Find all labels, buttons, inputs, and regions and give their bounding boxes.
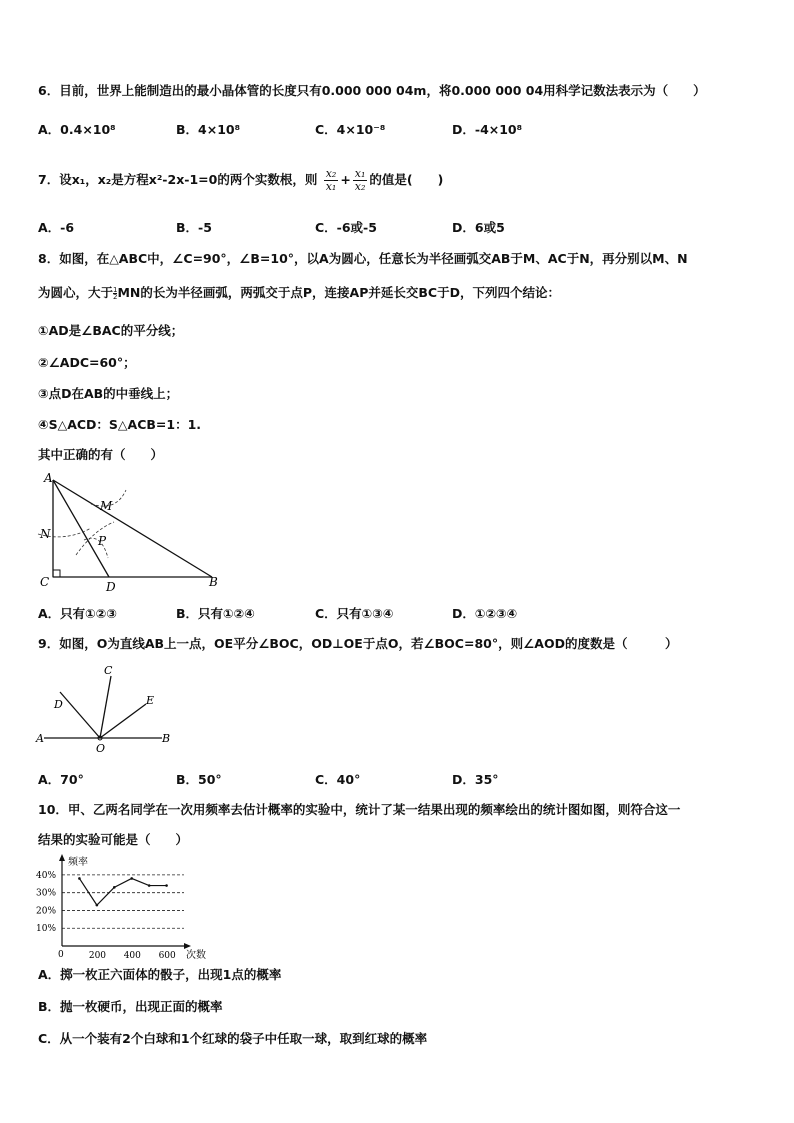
label-O: O [96, 742, 106, 754]
q8-half-fraction: $\frac{1}{2}$ [113, 286, 118, 301]
q8-option-c[interactable]: C．只有①③④ [315, 606, 394, 621]
q7-fraction-1: $\frac{\text{x₂}}{\text{x₁}}$ [325, 167, 337, 193]
frequency-line [79, 878, 166, 905]
label-C: C [40, 575, 50, 589]
data-point [96, 904, 99, 907]
y-tick-label: 20% [36, 906, 57, 917]
q6-option-c[interactable]: C．4×10⁻⁸ [315, 122, 386, 137]
q7-option-d[interactable]: D．6或5 [452, 220, 505, 235]
q8-stem-line1: 8．如图，在△ABC中，∠C=90°，∠B=10°，以A为圆心，任意长为半径画弧交AB于M、AC于N，再分别以M、N [38, 251, 688, 266]
y-tick-label: 40% [36, 870, 57, 881]
q6-option-a[interactable]: A．0.4×10⁸ [38, 122, 116, 137]
label-D: D [54, 698, 63, 711]
y-axis-label: 频率 [68, 857, 88, 868]
q10-option-c[interactable]: C．从一个装有2个白球和1个红球的袋子中任取一球，取到红球的概率 [38, 1031, 428, 1046]
q10-stem-line2: 结果的实验可能是（ ） [38, 832, 189, 847]
x-tick-label: 200 [88, 951, 107, 961]
q7-option-a[interactable]: A．-6 [38, 220, 75, 235]
q9-option-a[interactable]: A．70° [38, 772, 84, 787]
origin-label: 0 [58, 950, 64, 960]
x-axis-arrow [184, 943, 191, 949]
q8-triangle-figure [36, 470, 226, 595]
q7-plus: + [340, 172, 351, 187]
q8-conclusion-3: ③点D在AB的中垂线上； [38, 386, 179, 401]
y-tick-label: 30% [36, 888, 57, 899]
q6-stem: 6．目前，世界上能制造出的最小晶体管的长度只有0.000 000 04m，将0.000 000 04用科学记数法表示为（ ） [38, 83, 706, 98]
label-B: B [162, 732, 171, 745]
q9-angle-figure [34, 662, 179, 754]
data-point [148, 884, 151, 887]
q8-stem-line2: 为圆心，大于 $\frac{1}{2}$ MN的长为半径画弧，两弧交于点P，连接AP并延长交BC于D，下列四个结论： [38, 285, 560, 301]
q10-option-a[interactable]: A．掷一枚正六面体的骰子，出现1点的概率 [38, 967, 282, 982]
q8-conclusion-2: ②∠ADC=60°； [38, 355, 136, 370]
x-tick-label: 400 [123, 951, 141, 961]
q9-option-b[interactable]: B．50° [176, 772, 222, 787]
data-point [113, 886, 116, 889]
data-point [165, 884, 168, 887]
x-tick-label: 600 [158, 951, 176, 961]
data-point [130, 877, 133, 880]
q8-question: 其中正确的有（ ） [38, 447, 164, 462]
q10-option-b[interactable]: B．抛一枚硬币，出现正面的概率 [38, 999, 223, 1014]
x-axis-label: 次数 [186, 950, 206, 961]
label-M: M [100, 499, 113, 513]
label-E: E [146, 694, 155, 707]
q7-option-c[interactable]: C．-6或-5 [315, 220, 377, 235]
data-point [78, 877, 81, 880]
q8-option-a[interactable]: A．只有①②③ [38, 606, 117, 621]
label-N: N [40, 527, 51, 541]
q9-stem: 9．如图，O为直线AB上一点，OE平分∠BOC，OD⊥OE于点O，若∠BOC=80°，则∠AOD的度数是（ ） [38, 636, 678, 651]
label-A: A [36, 732, 44, 745]
y-axis-arrow [59, 854, 65, 861]
label-D: D [106, 580, 116, 594]
label-B: B [209, 575, 218, 589]
q7-suffix: 的值是( ) [369, 172, 444, 187]
q7-option-b[interactable]: B．-5 [176, 220, 212, 235]
y-tick-label: 10% [36, 924, 57, 935]
q8-conclusion-4: ④S△ACD：S△ACB=1：1. [38, 417, 202, 432]
q6-option-d[interactable]: D．-4×10⁸ [452, 122, 523, 137]
q10-frequency-chart [34, 852, 214, 964]
label-A: A [44, 471, 53, 485]
q8-option-d[interactable]: D．①②③④ [452, 606, 518, 621]
q7-stem [38, 164, 443, 196]
q8-option-b[interactable]: B．只有①②④ [176, 606, 255, 621]
q7-fraction-2: $\frac{\text{x₁}}{\text{x₂}}$ [354, 167, 366, 193]
q7-prefix: 7．设x₁，x₂是方程x²-2x-1=0的两个实数根，则 [38, 172, 318, 187]
q9-option-c[interactable]: C．40° [315, 772, 361, 787]
label-P: P [98, 534, 107, 548]
q8-conclusion-1: ①AD是∠BAC的平分线； [38, 323, 184, 338]
label-C: C [104, 664, 113, 677]
q6-option-b[interactable]: B．4×10⁸ [176, 122, 241, 137]
q9-option-d[interactable]: D．35° [452, 772, 499, 787]
q10-stem-line1: 10．甲、乙两名同学在一次用频率去估计概率的实验中，统计了某一结果出现的频率绘出的统计图如图，则符合这一 [38, 802, 681, 817]
